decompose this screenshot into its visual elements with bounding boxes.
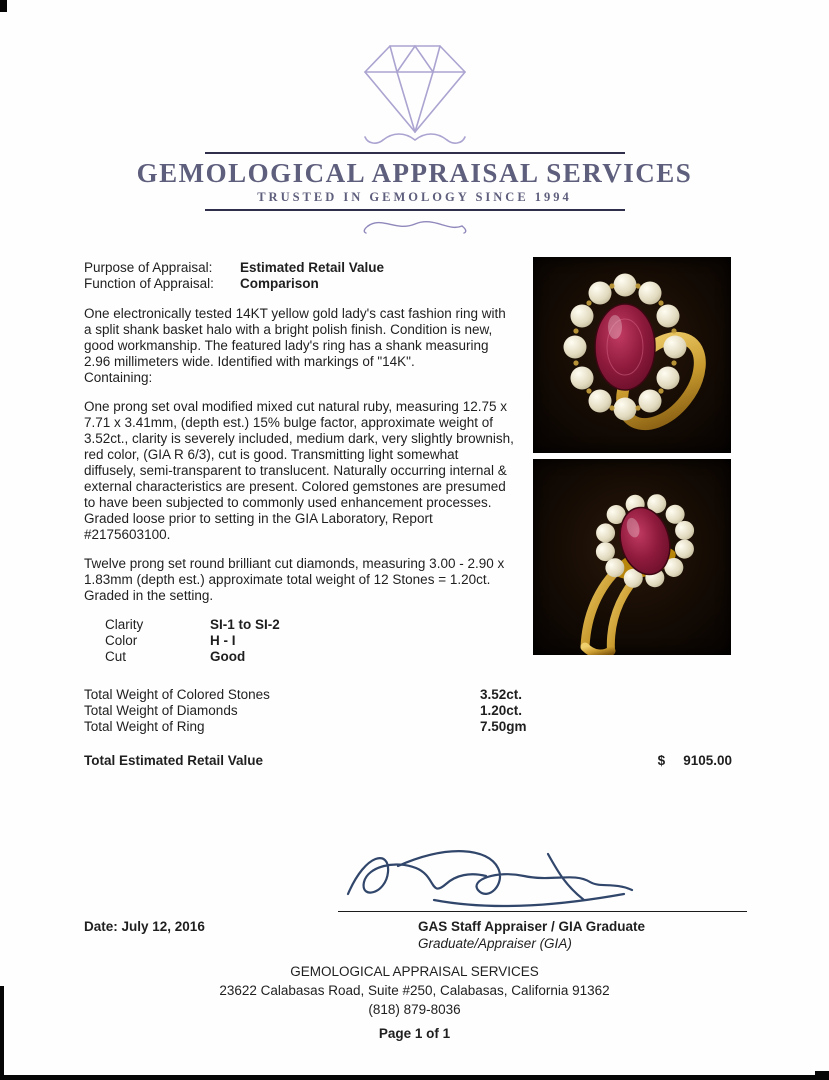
retail-value-amount: 9105.00 [683,753,732,768]
footer [0,962,829,1043]
footer-address: 23622 Calabasas Road, Suite #250, Calabasas, California 91362 [219,983,610,998]
ring-photos [533,257,731,661]
ring-weight-value: 7.50gm [480,719,527,734]
page-indicator: Page 1 of 1 [378,1026,451,1041]
header-rule-top [205,152,625,154]
appraisal-date: Date: July 12, 2016 [84,919,205,934]
clarity-value: SI-1 to SI-2 [210,617,280,632]
scan-artifact [0,1075,829,1080]
scan-artifact [0,0,7,12]
diamonds-weight-label: Total Weight of Diamonds [84,703,238,718]
total-retail-value-row [84,753,732,769]
function-value: Comparison [240,276,319,291]
ring-side-view-photo [533,459,731,655]
ring-top-view-photo [533,257,731,453]
diamonds-weight-value: 1.20ct. [480,703,523,718]
signature-line [338,911,747,912]
scroll-ornament-icon [0,214,829,238]
description-paragraph: One electronically tested 14KT yellow gold lady's cast fashion ring with a split shank basket halo with a bright polish finish. Condition is new, good workmanship. The featured lady's ring has a shank measuring 2.96 millimeters wide. Identified with markings of "14K". [84,306,506,369]
scan-artifact [815,1071,829,1080]
currency-symbol: $ [657,753,666,768]
weights-table [84,687,732,735]
diamonds-description-paragraph: Twelve prong set round brilliant cut diamonds, measuring 3.00 - 2.90 x 1.83mm (depth est.) approximate total weight of 12 Stones = 1.20ct. Graded in the setting. [84,556,505,603]
cut-label: Cut [105,649,127,664]
retail-value-label: Total Estimated Retail Value [84,753,264,768]
table-row [84,703,732,719]
cut-value: Good [210,649,246,664]
appraiser-title: GAS Staff Appraiser / GIA Graduate [418,919,646,934]
ruby-description-paragraph: One prong set oval modified mixed cut natural ruby, measuring 12.75 x 7.71 x 3.41mm, (depth est.) 15% bulge factor, approximate weight of 3.52ct., clarity is severely included, medium dark, very slightly brownish, red color, (GIA R 6/3), cut is good. Transmitting light somewhat diffusely, semi-transparent to translucent. Naturally occurring internal & external characteristics are present. Colored gemstones are presumed to have been subjected to commonly used enhancement processes. Graded loose prior to setting in the GIA Laboratory, Report #2175603100. [84,399,514,542]
function-label: Function of Appraisal: [84,276,214,291]
purpose-label: Purpose of Appraisal: [84,260,213,275]
ring-weight-label: Total Weight of Ring [84,719,205,734]
header-rule-bottom [205,209,625,211]
diamond-logo-icon [0,34,829,152]
letterhead [0,34,829,238]
color-value: H - I [210,633,236,648]
appraiser-credential: Graduate/Appraiser (GIA) [418,936,572,951]
footer-phone: (818) 879-8036 [368,1002,461,1017]
appraiser-signature [336,842,646,912]
company-tagline: TRUSTED IN GEMOLOGY SINCE 1994 [257,190,572,204]
appraiser-block [418,918,645,952]
purpose-value: Estimated Retail Value [240,260,385,275]
table-row [84,719,732,735]
company-title: GEMOLOGICAL APPRAISAL SERVICES [136,158,693,188]
colored-stones-weight-value: 3.52ct. [480,687,523,702]
color-label: Color [105,633,138,648]
clarity-label: Clarity [105,617,144,632]
containing-label: Containing: [84,370,153,385]
table-row [84,687,732,703]
colored-stones-weight-label: Total Weight of Colored Stones [84,687,270,702]
footer-company-name: GEMOLOGICAL APPRAISAL SERVICES [290,964,539,979]
